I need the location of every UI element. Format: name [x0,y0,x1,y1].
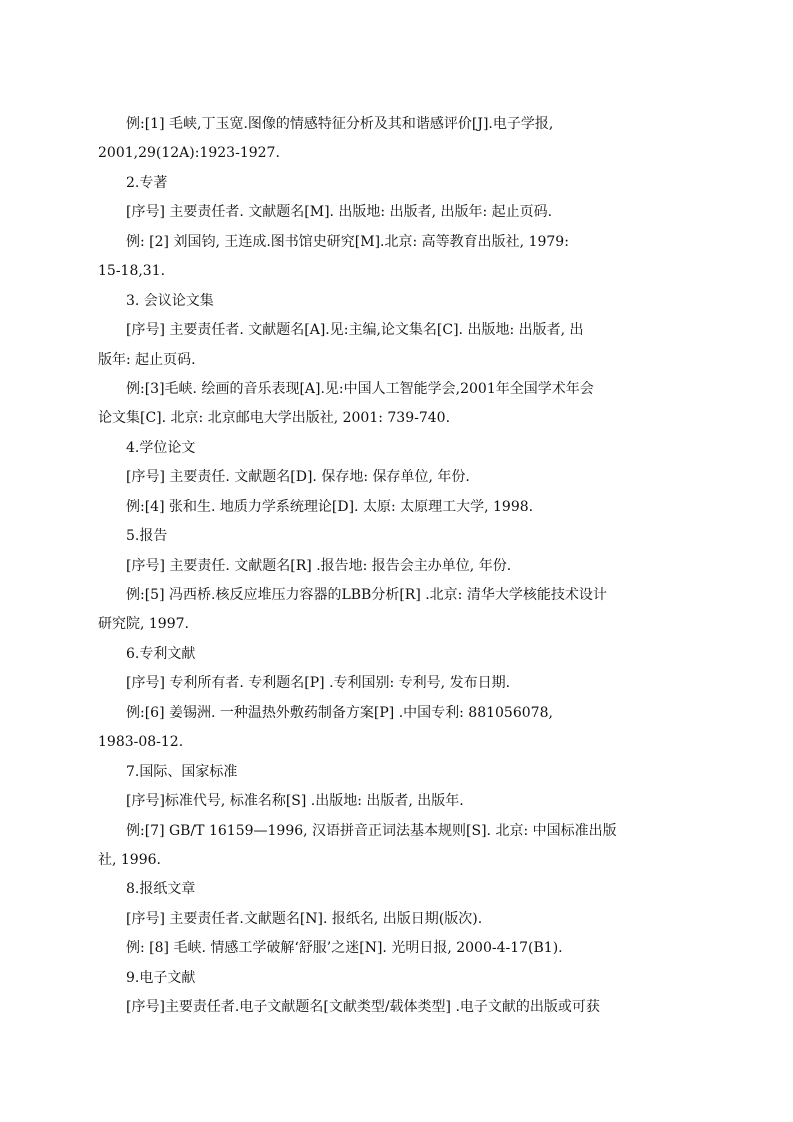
text-line: 例:[7] GB/T 16159—1996, 汉语拼音正词法基本规则[S]. 北京: 中国标准出版 [126,822,617,839]
text-line: [序号]主要责任者.电子文献题名[文献类型/载体类型] .电子文献的出版或可获 [126,999,600,1016]
text-line: 例: [8] 毛峡. 情感工学破解‘舒服’之迷[N]. 光明日报, 2000-4-17(B1). [126,940,563,957]
text-line: 例:[4] 张和生. 地质力学系统理论[D]. 太原: 太原理工大学, 1998. [126,498,534,515]
text-line: 例:[1] 毛峡,丁玉宽.图像的情感特征分析及其和谐感评价[J].电子学报, [126,116,554,132]
text-line: [序号] 主要责任. 文献题名[R] .报告地: 报告会主办单位, 年份. [126,557,512,574]
text-line: 4.学位论文 [126,439,196,456]
text-line: [序号] 主要责任者. 文献题名[M]. 出版地: 出版者, 出版年: 起止页码. [126,204,553,221]
text-line: 6.专利文献 [126,645,196,662]
text-line: 社, 1996. [98,851,161,868]
text-line: 论文集[C]. 北京: 北京邮电大学出版社, 2001: 739-740. [98,410,451,427]
text-line: 例:[3]毛峡. 绘画的音乐表现[A].见:中国人工智能学会,2001年全国学术年会 [126,380,594,397]
text-line: 2.专著 [126,174,168,191]
reference-format-list [98,110,698,1023]
text-line: [序号] 主要责任者.文献题名[N]. 报纸名, 出版日期(版次). [126,910,483,927]
text-line: 版年: 起止页码. [98,351,196,368]
text-line: 8.报纸文章 [126,881,196,898]
text-line: [序号] 专利所有者. 专利题名[P] .专利国别: 专利号, 发布日期. [126,675,511,692]
text-line: 1983-08-12. [98,734,184,751]
text-line: 例:[6] 姜锡洲. 一种温热外敷药制备方案[P] .中国专利: 881056078, [126,704,553,721]
text-line: 例: [2] 刘国钧, 王连成.图书馆史研究[M].北京: 高等教育出版社, 1979: [126,233,569,250]
text-line: 7.国际、国家标准 [126,763,238,780]
text-line: [序号] 主要责任者. 文献题名[A].见:主编,论文集名[C]. 出版地: 出版者, 出 [126,322,584,339]
text-line: 9.电子文献 [126,969,196,986]
text-line: [序号]标准代号, 标准名称[S] .出版地: 出版者, 出版年. [126,793,464,810]
text-line: 5.报告 [126,528,168,545]
text-line: 研究院, 1997. [98,616,189,633]
text-line: [序号] 主要责任. 文献题名[D]. 保存地: 保存单位, 年份. [126,469,470,486]
text-line: 2001,29(12A):1923-1927. [98,145,280,162]
text-line: 例:[5] 冯西桥.核反应堆压力容器的LBB分析[R] .北京: 清华大学核能技术设计 [126,587,607,603]
text-line: 3. 会议论文集 [126,292,214,309]
text-line: 15-18,31. [98,263,166,280]
